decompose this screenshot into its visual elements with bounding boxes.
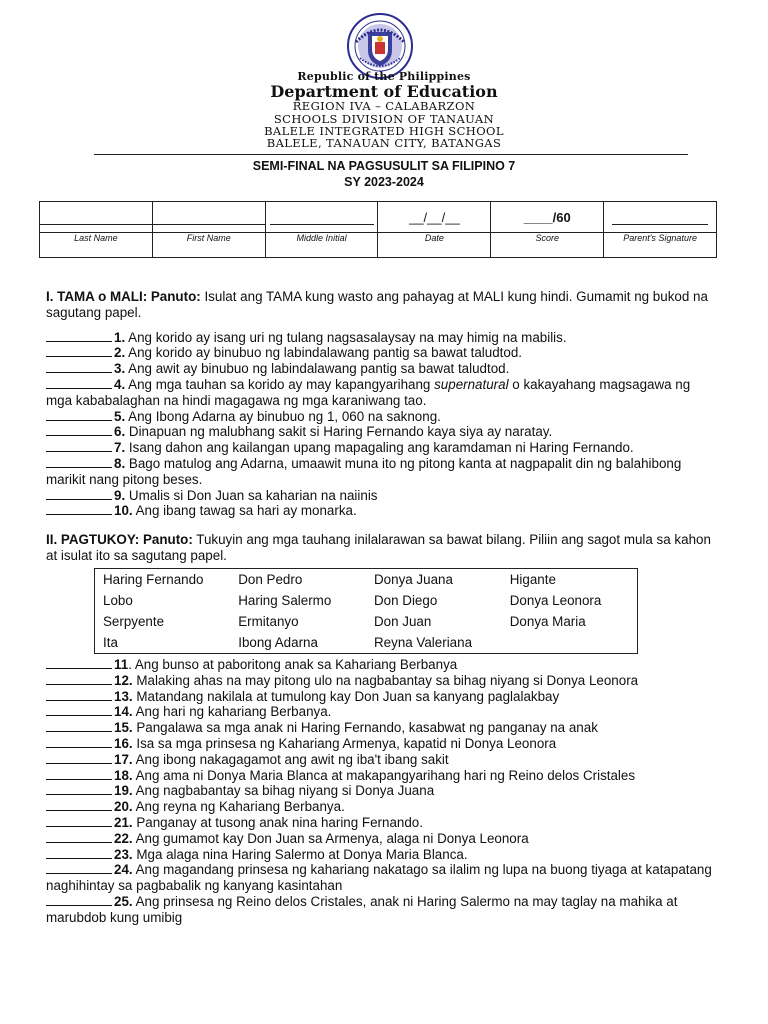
- item-text: Ang ibang tawag sa hari ay monarka.: [135, 503, 357, 519]
- answer-blank[interactable]: [46, 424, 112, 436]
- item-number: 15.: [114, 720, 133, 736]
- item-text: Ang gumamot kay Don Juan sa Armenya, alaga ni Donya Leonora: [132, 830, 529, 846]
- list-item: [46, 894, 716, 926]
- list-item: [46, 424, 716, 440]
- choice-item: Don Pedro: [238, 572, 303, 587]
- answer-blank[interactable]: [46, 831, 112, 843]
- item-text: Ang korido ay binubuo ng labindalawang pantig sa bawat taludtod.: [128, 345, 522, 361]
- item-number: 8.: [114, 455, 126, 471]
- first-name-field[interactable]: [152, 202, 265, 233]
- part2-instructions: [46, 532, 716, 564]
- item-text: Malaking ahas na may pitong ulo na nagbabantay sa bihag niyang si Donya Leonora: [132, 672, 639, 688]
- item-number: 11: [114, 657, 129, 672]
- list-item: [46, 736, 716, 752]
- choice-item: Haring Salermo: [238, 593, 332, 608]
- choice-item: Donya Juana: [374, 572, 453, 587]
- item-text: Ang mga tauhan sa korido ay may kapangyarihang: [128, 376, 435, 392]
- school-line: BALELE INTEGRATED HIGH SCHOOL: [264, 124, 504, 138]
- item-number: 4.: [114, 376, 126, 392]
- item-number: 10.: [114, 503, 133, 519]
- choice-item: Donya Maria: [509, 614, 586, 629]
- choice-item: Haring Fernando: [103, 572, 204, 587]
- item-number: 22.: [114, 830, 133, 846]
- answer-choices-box: [94, 568, 638, 654]
- list-item: [46, 847, 716, 863]
- item-number: 12.: [114, 672, 133, 688]
- answer-blank[interactable]: [46, 330, 112, 342]
- list-item: [46, 768, 716, 784]
- region-line: REGION IVA – CALABARZON: [292, 99, 476, 113]
- part2-instruction-text: Tukuyin ang mga tauhang inilalarawan sa bawat bilang. Piliin ang sagot mula sa kahon at isulat ito sa sagutang papel.: [46, 532, 711, 563]
- item-number: 6.: [114, 424, 126, 440]
- list-item: [46, 673, 716, 689]
- item-number: 16.: [114, 735, 133, 751]
- info-label: Middle Initial: [265, 233, 378, 258]
- answer-blank[interactable]: [46, 673, 112, 685]
- item-text: . Ang bunso at paboritong anak sa Kahariang Berbanya: [128, 657, 458, 672]
- item-text: Ang ibong nakagagamot ang awit ng iba't ibang sakit: [132, 751, 449, 767]
- item-number: 13.: [114, 688, 133, 704]
- answer-blank[interactable]: [46, 736, 112, 748]
- item-text: o kakayahang magsagawa ng mga kababalaghan na hindi magagawa ng mga karaniwang tao.: [46, 376, 691, 408]
- list-item: [46, 752, 716, 768]
- item-number: 17.: [114, 751, 133, 767]
- item-text: Isa sa mga prinsesa ng Kahariang Armenya, kapatid ni Donya Leonora: [132, 735, 557, 751]
- choice-item: Lobo: [103, 593, 133, 608]
- item-text: Isang dahon ang kailangan upang mapagaling ang karamdaman ni Haring Fernando.: [128, 440, 634, 456]
- choice-item: [502, 632, 638, 654]
- answer-blank[interactable]: [46, 799, 112, 811]
- item-number: 25.: [114, 893, 133, 909]
- part2-heading: II. PAGTUKOY: Panuto:: [46, 532, 193, 547]
- item-number: 9.: [114, 487, 126, 503]
- choice-item: Serpyente: [103, 614, 165, 629]
- list-item: [46, 799, 716, 815]
- list-item: [46, 345, 716, 361]
- info-label: Parent's Signature: [604, 233, 717, 258]
- answer-blank[interactable]: [46, 409, 112, 421]
- answer-blank[interactable]: [46, 657, 112, 669]
- item-number: 21.: [114, 814, 133, 830]
- info-label: Date: [378, 233, 491, 258]
- answer-blank[interactable]: [46, 440, 112, 452]
- choice-item: Ermitanyo: [238, 614, 299, 629]
- date-field[interactable]: __/__/__: [378, 202, 491, 233]
- middle-initial-field[interactable]: [265, 202, 378, 233]
- list-item: [46, 503, 716, 519]
- part1-instructions: [46, 289, 716, 321]
- answer-blank[interactable]: [46, 361, 112, 373]
- list-item: [46, 720, 716, 736]
- list-item: [46, 831, 716, 847]
- item-number: 23.: [114, 846, 133, 862]
- list-item: [46, 409, 716, 425]
- item-text: Panganay at tusong anak nina haring Fernando.: [132, 814, 423, 830]
- list-item: [46, 488, 716, 504]
- answer-blank[interactable]: [46, 783, 112, 795]
- answer-blank[interactable]: [46, 377, 112, 389]
- address-line: BALELE, TANAUAN CITY, BATANGAS: [266, 136, 502, 150]
- part2-items: [46, 657, 716, 926]
- item-number: 14.: [114, 704, 133, 720]
- list-item: [46, 440, 716, 456]
- item-number: 5.: [114, 408, 126, 424]
- answer-blank[interactable]: [46, 847, 112, 859]
- answer-blank[interactable]: [46, 752, 112, 764]
- item-number: 2.: [114, 345, 126, 361]
- exam-title: SEMI-FINAL NA PAGSUSULIT SA FILIPINO 7: [252, 159, 516, 173]
- list-item: [46, 783, 716, 799]
- list-item: [46, 330, 716, 346]
- choice-item: Don Diego: [374, 593, 438, 608]
- item-text: Ang ama ni Donya Maria Blanca at makapangyarihang hari ng Reino delos Cristales: [132, 767, 636, 783]
- item-number: 18.: [114, 767, 133, 783]
- item-text: Pangalawa sa mga anak ni Haring Fernando, kasabwat ng panganay na anak: [132, 720, 598, 736]
- item-number: 20.: [114, 799, 133, 815]
- answer-blank[interactable]: [46, 456, 112, 468]
- part1-section: [46, 289, 716, 519]
- item-text: Umalis si Don Juan sa kaharian na naiinis: [128, 487, 378, 503]
- part2-instructions-block: [46, 532, 716, 564]
- answer-blank[interactable]: [46, 503, 112, 515]
- info-label: Last Name: [40, 233, 153, 258]
- item-text: Mga alaga nina Haring Salermo at Donya Maria Blanca.: [132, 846, 468, 862]
- list-item: [46, 361, 716, 377]
- item-text: Ang hari ng kahariang Berbanya.: [132, 704, 332, 720]
- item-text: Ang nagbabantay sa bihag niyang si Donya Juana: [132, 783, 435, 799]
- item-text: Bago matulog ang Adarna, umaawit muna ito ng pitong kanta at nagpapalit din ng balahibong marikit nang pitong beses.: [46, 455, 682, 487]
- choice-item: Ita: [103, 635, 118, 650]
- item-text: Dinapuan ng malubhang sakit si Haring Fernando kaya siya ay naratay.: [128, 424, 553, 440]
- student-info-table: [39, 201, 717, 258]
- answer-blank[interactable]: [46, 488, 112, 500]
- item-text: Ang reyna ng Kahariang Berbanya.: [132, 799, 345, 815]
- item-text: Ang awit ay binubuo ng labindalawang pantig sa bawat taludtod.: [128, 361, 510, 377]
- item-number: 24.: [114, 862, 133, 878]
- republic-line: Republic of the Philippines: [297, 70, 471, 83]
- item-text: Matandang nakilala at tumulong kay Don Juan sa kanyang paglalakbay: [132, 688, 560, 704]
- item-number: 19.: [114, 783, 133, 799]
- item-number: 7.: [114, 440, 126, 456]
- choice-item: Donya Leonora: [509, 593, 602, 608]
- answer-blank[interactable]: [46, 768, 112, 780]
- list-item: [46, 862, 716, 894]
- last-name-field[interactable]: [40, 202, 153, 233]
- item-number: 3.: [114, 361, 126, 377]
- answer-blank[interactable]: [46, 689, 112, 701]
- info-label: Score: [491, 233, 604, 258]
- list-item: [46, 689, 716, 705]
- answer-blank[interactable]: [46, 815, 112, 827]
- part1-instruction-text: Isulat ang TAMA kung wasto ang pahayag at MALI kung hindi. Gumamit ng bukod na sagutang papel.: [46, 289, 708, 320]
- header-divider: [94, 154, 688, 155]
- school-year: SY 2023-2024: [344, 175, 424, 189]
- answer-blank[interactable]: [46, 720, 112, 732]
- answer-blank[interactable]: [46, 862, 112, 874]
- answer-blank[interactable]: [46, 894, 112, 906]
- item-text: Ang Ibong Adarna ay binubuo ng 1, 060 na saknong.: [128, 408, 441, 424]
- score-field[interactable]: ____/60: [491, 202, 604, 233]
- list-item: [46, 704, 716, 720]
- choice-item: Reyna Valeriana: [374, 635, 473, 650]
- list-item: [46, 815, 716, 831]
- list-item: [46, 377, 716, 409]
- choice-item: Higante: [509, 572, 556, 587]
- part1-heading: I. TAMA o MALI: Panuto:: [46, 289, 201, 304]
- department-name: Department of Education: [270, 82, 498, 101]
- item-number: 1.: [114, 329, 126, 345]
- answer-blank[interactable]: [46, 345, 112, 357]
- item-text: Ang korido ay isang uri ng tulang nagsasalaysay na may himig na mabilis.: [128, 329, 567, 345]
- list-item: [46, 456, 716, 488]
- choice-item: Don Juan: [374, 614, 432, 629]
- choice-item: Ibong Adarna: [238, 635, 318, 650]
- item-emphasis: supernatural: [434, 376, 509, 392]
- division-line: SCHOOLS DIVISION OF TANAUAN: [273, 112, 495, 126]
- info-label: First Name: [152, 233, 265, 258]
- parent-signature-field[interactable]: [604, 202, 717, 233]
- list-item: [46, 657, 716, 673]
- answer-blank[interactable]: [46, 704, 112, 716]
- item-text: Ang magandang prinsesa ng kahariang nakatago sa ilalim ng lupa na buong tiyaga at katapatang naghihintay sa pagbabalik ng kanyang kasintahan: [46, 862, 712, 894]
- item-text: Ang prinsesa ng Reino delos Cristales, anak ni Haring Salermo na may taglay na mahika at marubdob kung umibig: [46, 893, 678, 925]
